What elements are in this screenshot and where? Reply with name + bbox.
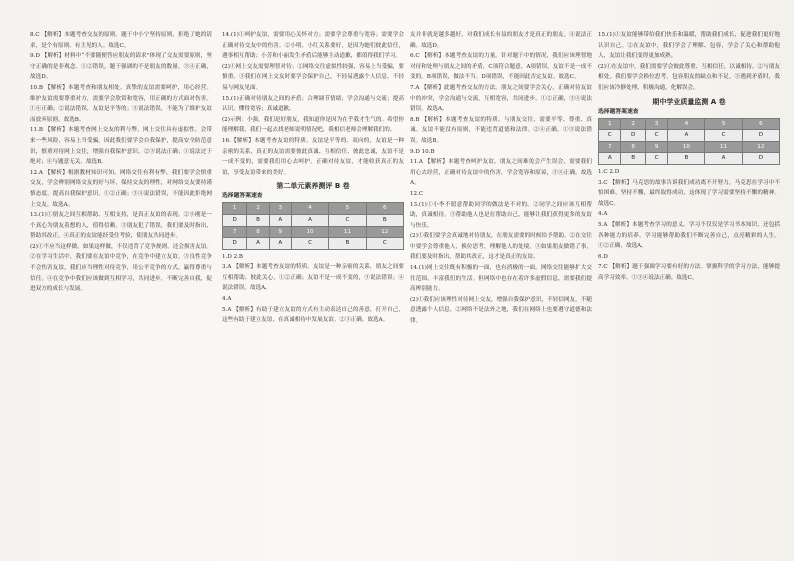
answer-paragraph: 12.C [410,190,424,197]
answer-cell: B [366,214,403,226]
answer-paragraph: (2)①网上交友需要理智对待；②网络交往虚拟性较强，容易上当受骗，要慎重。③我们在网上交友时要学会保护自己，不轻易透露个人信息，不轻易与网友见面。 [222,63,404,91]
answer-paragraph: 16.【解析】本题考查友谊的特质。友谊是平等的、双向的，友谊是一种亲密的关系，真正的友谊需要彼此真诚、互相信任、彼此忠诚，友谊不是一成不变的，需要我们用心去呵护。正确对待友谊，才能收获真正的友谊，享受友谊带来的美好。 [222,137,404,176]
question-number: 4 [291,203,328,215]
answer-paragraph: (2)①我们要学会真诚地对待朋友，在朋友需要的时候给予帮助。②在交往中要学会尊重他人，换位思考，理解他人的处境。③如果朋友做错了事，我们要及时指出，帮助其改正，这才是真正的友谊。 [410,233,592,261]
question-number: 7 [599,141,621,153]
answer-cell: D [621,130,645,142]
answer-paragraph: 友并非就是越多越好，对我们成长有益的朋友才是真正的朋友。④说法正确。故选D。 [410,32,592,49]
answer-cell: A [668,130,705,142]
column-4 [598,30,780,283]
answer-cell: A [247,238,269,250]
answer-cell: A [599,153,621,165]
answer-paragraph: 15.(1)①友谊能够带给我们快乐和温暖，帮助我们成长，促进我们更好地认识自己。②在友谊中，我们学会了理解、包容，学会了关心和帮助他人，友谊让我们变得更加成熟。 [598,32,780,60]
question-number: 5 [705,118,742,130]
answer-cell: C [291,238,328,250]
question-number: 1 [223,203,247,215]
answer-cell: B [668,153,705,165]
question-number: 8 [247,226,269,238]
answer-paragraph: 14.(1)①呵护友谊，需要用心关怀对方；需要学会尊重与宽容；需要学会正确对待交友中的伤害。②小明、小红关系要好，是因为她们彼此信任，遇事相互帮助；小芳和小丽发生矛盾后能够主动道歉，都值得我们学习。 [222,32,404,60]
answer-paragraph: (2)①在友谊中，我们需要学会彼此尊重、互相信任，以诚相待。②与朋友相处，我们要学会换位思考，包容朋友的缺点和不足。③遇到矛盾时，我们应该冷静处理，积极沟通，化解误会。 [598,63,780,91]
answer-paragraph: 4.A [222,296,232,303]
answer-paragraph: 5.A 【解析】本题考查学习的意义。学习不仅仅是学习书本知识，还包括各种能力的培养。学习能够帮助我们不断完善自己，点亮精彩的人生。①②正确，故选A。 [598,221,780,250]
question-number: 5 [329,203,366,215]
answer-row [223,214,404,226]
question-number: 9 [645,141,667,153]
answer-paragraph: 13.(1)①小李不愿意帮助同学的做法是不对的。②同学之间应该互相帮助，真诚相待。③帮助他人也是在帮助自己，能够让我们获得更多的友谊与快乐。 [410,201,592,229]
question-number: 3 [269,203,291,215]
column-3 [410,30,592,327]
answer-cell: B [329,238,366,250]
answer-paragraph: 15.(1)正确对待朋友之间的矛盾；合理调节情绪；学会沟通与交流；提高认识，懂得宽容；真诚道歉。 [222,95,404,113]
question-number-row [599,141,780,153]
answer-table-title: 选择题答案速查 [598,108,639,115]
question-number: 9 [269,226,291,238]
question-number-row [223,226,404,238]
answer-row [599,130,780,142]
answer-paragraph: 7.C 【解析】题干强调学习要有好的方法。掌握科学的学习方法，能够提高学习效率。①③④说法正确。故选C。 [598,264,780,281]
question-number: 11 [705,141,742,153]
question-number: 8 [621,141,645,153]
question-number: 2 [621,118,645,130]
answer-paragraph: 10.B 【解析】本题考查和朋友相处。真挚的友谊需要呵护，用心经营。维护友谊需要尊重对方，需要学会欣赏和宽容，用正确的方式面对伤害。①④正确；②说法错误，友谊是平等的；③说法错误，不能为了维护友谊而放弃原则。故选B。 [30,84,212,123]
question-number: 2 [247,203,269,215]
answer-paragraph: 3.C 【解析】马克思的故事告诉我们成功离不开努力，马克思在学习中不怕困难，坚持不懈，最终取得成功，这体现了学习需要坚持不懈的精神。故选C。 [598,179,780,207]
answer-table-title: 选择题答案速查 [222,193,263,200]
answer-cell: D [742,153,779,165]
answer-cell: D [223,214,247,226]
column-2 [222,30,404,326]
question-number: 1 [599,118,621,130]
answer-cell: C [705,130,742,142]
question-number: 12 [366,226,403,238]
answer-cell: C [599,130,621,142]
answer-paragraph: 9.D 10.B [410,148,435,155]
answer-paragraph: 13.(1)①朋友之间互相帮助、互相支持，是真正友谊的表现。②小刚是一个真心为朋友着想的人，值得信赖。③朋友犯了错误，我们要及时指出，帮助其改正。④真正的友谊能经受住考验，使朋友共同进步。 [30,212,212,240]
unit-b-title: 第二单元素养测评 B 卷 [276,182,350,191]
column-1 [30,30,212,295]
answer-paragraph: 11.B 【解析】本题考查网上交友的利与弊。网上交往具有虚拟性，会带来一些风险，容易上当受骗。因此我们要学会自我保护，提高安全防范意识，慎重对待网上交往，增强自我保护意识。②③说法正确；①说法过于绝对；④与题意无关。故选B。 [30,127,212,166]
answer-cell: C [645,153,667,165]
answer-paragraph: 9.D 【解析】材料中“不要随便答应朋友的请求”体现了交友需要原则，坚守正确的是非观念。①②错误，题干强调的不是朋友的数量。③④正确，故选D。 [30,53,212,81]
answer-row [599,153,780,165]
answer-paragraph: 6.D [598,253,608,260]
answer-cell: D [742,130,779,142]
answer-paragraph: (2)①我们应该理性对待网上交友，增强自我保护意识，不轻信网友，不随意透露个人信息。②网络不是法外之地，我们在网络上也要遵守道德和法律。 [410,296,592,325]
answer-cell: B [621,153,645,165]
answer-paragraph: 1.C 2.D [598,168,620,175]
answer-cell: C [329,214,366,226]
answer-cell: A [291,214,328,226]
answer-paragraph: (2)①不应当这样做。如果这样做，不仅违背了竞争规则，还会损害友谊。②在学习生活中，我们要在友谊中竞争，在竞争中建立友谊。③良性竞争不会伤害友谊，我们应当理性对待竞争，用公平竞争的方式，赢得尊重与信任。④在竞争中我们应该做到互相学习，共同进步，不断完善自我，促进双方的成长与发展。 [30,243,212,293]
question-number: 12 [742,141,779,153]
answer-cell: A [269,214,291,226]
answer-cell: C [645,130,667,142]
answer-paragraph: 14.(1)网上交往既有积极的一面，也有消极的一面。网络交往能够扩大交往范围，丰富我们的生活。但网络中也存在着许多虚假信息，需要我们提高辨别能力。 [410,265,592,293]
question-number-row [599,118,780,130]
answer-paragraph: 4.A [598,211,608,218]
question-number: 10 [291,226,328,238]
answer-paragraph: 7.A 【解析】此题考查交友的方法。朋友之间要学会关心，正确对待友谊中的冲突，学会沟通与交流，互相宽容，共同进步。①②正确，③④说法错误。故选A。 [410,84,592,113]
answer-table-midterm [598,118,780,165]
answer-paragraph: 3.A 【解析】本题考查友谊的特质。友谊是一种亲密的关系，朋友之间要互相帮助、彼此关心，①②正确；友谊不是一成不变的，③说法错误；④说法错误。故选A。 [222,264,404,292]
midterm-title: 期中学业质量监测 A 卷 [652,97,726,106]
answer-paragraph: 11.A 【解析】本题考查呵护友谊。朋友之间难免会产生误会，需要我们用心去经营，正确对待友谊中的伤害，学会宽容和原谅，③④正确。故选A。 [410,159,592,187]
question-number: 11 [329,226,366,238]
question-number: 4 [668,118,705,130]
question-number: 6 [366,203,403,215]
answer-paragraph: 6.C 【解析】本题考查友谊的力量。针对题干中的情况，我们应该理智地对待和处理与朋友之间的矛盾，C项符合题意。A项错误，友谊不是一成不变的。B项错误，做法不当。D项错误，不能因此否定友谊。故选C。 [410,53,592,81]
answer-paragraph: 1.D 2.B [222,253,244,260]
answer-cell: C [366,238,403,250]
answer-paragraph: 12.A 【解析】根据教材知识可知，网络交往有利有弊，我们要学会慎重交友，学会辨别网络交友的好与坏，保持交友的理性，对网络交友要持谨慎态度，提高自我保护意识。①②正确；③④说法错误，不能因此拒绝网上交友。故选A。 [30,169,212,208]
answer-paragraph: 8.B 【解析】本题考查友谊的特质。与朋友交往，需要平等、尊重、真诚。友谊不能没有原则，不能违背道德和法律。②④正确，①③说法错误。故选B。 [410,116,592,144]
answer-cell: D [223,238,247,250]
answer-cell: A [705,153,742,165]
answer-cell: B [247,214,269,226]
answer-paragraph: 8.C 【解析】本题考查交友的原则。题干中小宁坚持原则，拒绝了她的请求，是个有原则、有主见的人。故选C。 [30,32,212,49]
question-number: 6 [742,118,779,130]
answer-cell: A [269,238,291,250]
question-number: 7 [223,226,247,238]
question-number-row [223,203,404,215]
question-number: 3 [645,118,667,130]
question-number: 10 [668,141,705,153]
answer-paragraph: 5.A 【解析】有助于建立友谊的方式有主动表达自己的善意，打开自己，这些有助于建立友谊，在真诚相待中发展友谊。②③正确。故选A。 [222,306,404,324]
answer-table-unit-b [222,202,404,249]
answer-row [223,238,404,250]
answer-paragraph: (2)示例：小强，我们是好朋友，我知道你是因为在乎我才生气的。希望你能理解我，我们一起去找老师说明情况吧，我相信老师会理解我们的。 [222,116,404,134]
